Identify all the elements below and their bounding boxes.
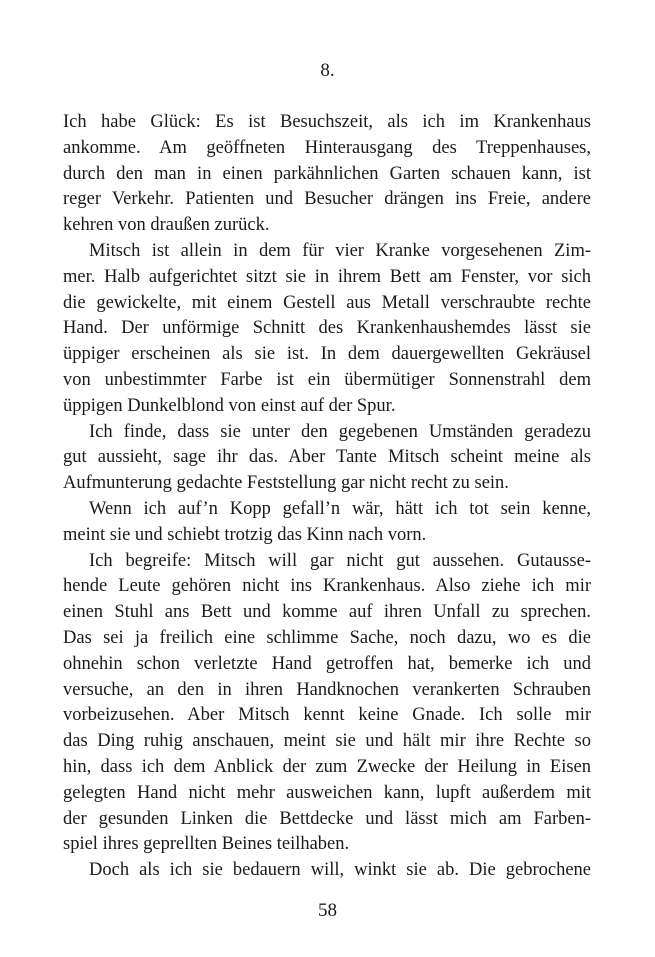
text-line: Doch als ich sie bedauern will, winkt sie ab. Die gebrochene (89, 860, 591, 881)
paragraph (63, 420, 591, 497)
text-line: Ich habe Glück: Es ist Besuchszeit, als ich im Krankenhaus (63, 112, 591, 132)
text-line: durch den man in einen parkähnlichen Garten schauen kann, ist (63, 163, 591, 184)
chapter-number: 8. (320, 60, 335, 81)
text-line: Ich finde, dass sie unter den gegebenen Umständen geradezu (89, 421, 591, 442)
text-line: üppiger erscheinen als sie ist. In dem dauergewellten Gekräusel (63, 344, 591, 365)
text-line: ankomme. Am geöffneten Hinterausgang des Treppenhauses, (63, 137, 591, 158)
text-line: das Ding ruhig anschauen, meint sie und hält mir ihre Rechte so (63, 731, 591, 752)
text-line: einen Stuhl ans Bett und komme auf ihren Unfall zu sprechen. (63, 602, 591, 623)
text-line: meint sie und schiebt trotzig das Kinn nach vorn. (63, 524, 427, 545)
paragraph (63, 497, 591, 549)
text-line: Ich begreife: Mitsch will gar nicht gut aussehen. Gutausse- (89, 550, 591, 571)
text-line: Das sei ja freilich eine schlimme Sache, noch dazu, wo es die (63, 627, 591, 648)
paragraph (63, 549, 591, 859)
text-line: die gewickelte, mit einem Gestell aus Metall verschraubte rechte (63, 292, 591, 313)
paragraph (63, 239, 591, 420)
text-line: mer. Halb aufgerichtet sitzt sie in ihrem Bett am Fenster, vor sich (63, 266, 591, 287)
text-line: hende Leute gehören nicht ins Krankenhaus. Also ziehe ich mir (63, 576, 591, 597)
text-line: spiel ihres geprellten Beines teilhaben. (63, 834, 350, 855)
text-line: hin, dass ich dem Anblick der zum Zwecke der Heilung in Eisen (63, 756, 591, 777)
text-line: vorbeizusehen. Aber Mitsch kennt keine Gnade. Ich solle mir (63, 705, 591, 726)
text-line: gelegten Hand nicht mehr ausweichen kann, lupft außerdem mit (63, 782, 591, 803)
text-line: der gesunden Linken die Bettdecke und lässt mich am Farben- (63, 808, 591, 829)
body-text (63, 110, 591, 884)
text-line: Aufmunterung gedachte Feststellung gar nicht recht zu sein. (63, 473, 509, 494)
text-line: üppigen Dunkelblond von einst auf der Spur. (63, 395, 396, 416)
text-line: gut aussieht, sage ihr das. Aber Tante Mitsch scheint meine als (63, 447, 591, 468)
paragraph (63, 858, 591, 884)
text-line: ohnehin schon verletzte Hand getroffen hat, bemerke ich und (63, 653, 591, 674)
text-line: Mitsch ist allein in dem für vier Kranke vorgesehenen Zim- (89, 240, 591, 261)
text-line: von unbestimmter Farbe ist ein übermütiger Sonnenstrahl dem (63, 369, 591, 390)
page-number: 58 (318, 900, 337, 921)
paragraph (63, 110, 591, 239)
text-line: Wenn ich auf’n Kopp gefall’n wär, hätt ich tot sein kenne, (89, 498, 591, 519)
text-line: kehren von draußen zurück. (63, 215, 270, 236)
text-line: versuche, an den in ihren Handknochen verankerten Schrauben (63, 679, 591, 700)
text-line: reger Verkehr. Patienten und Besucher drängen ins Freie, andere (63, 189, 591, 210)
text-line: Hand. Der unförmige Schnitt des Krankenhaushemdes lässt sie (63, 318, 591, 339)
